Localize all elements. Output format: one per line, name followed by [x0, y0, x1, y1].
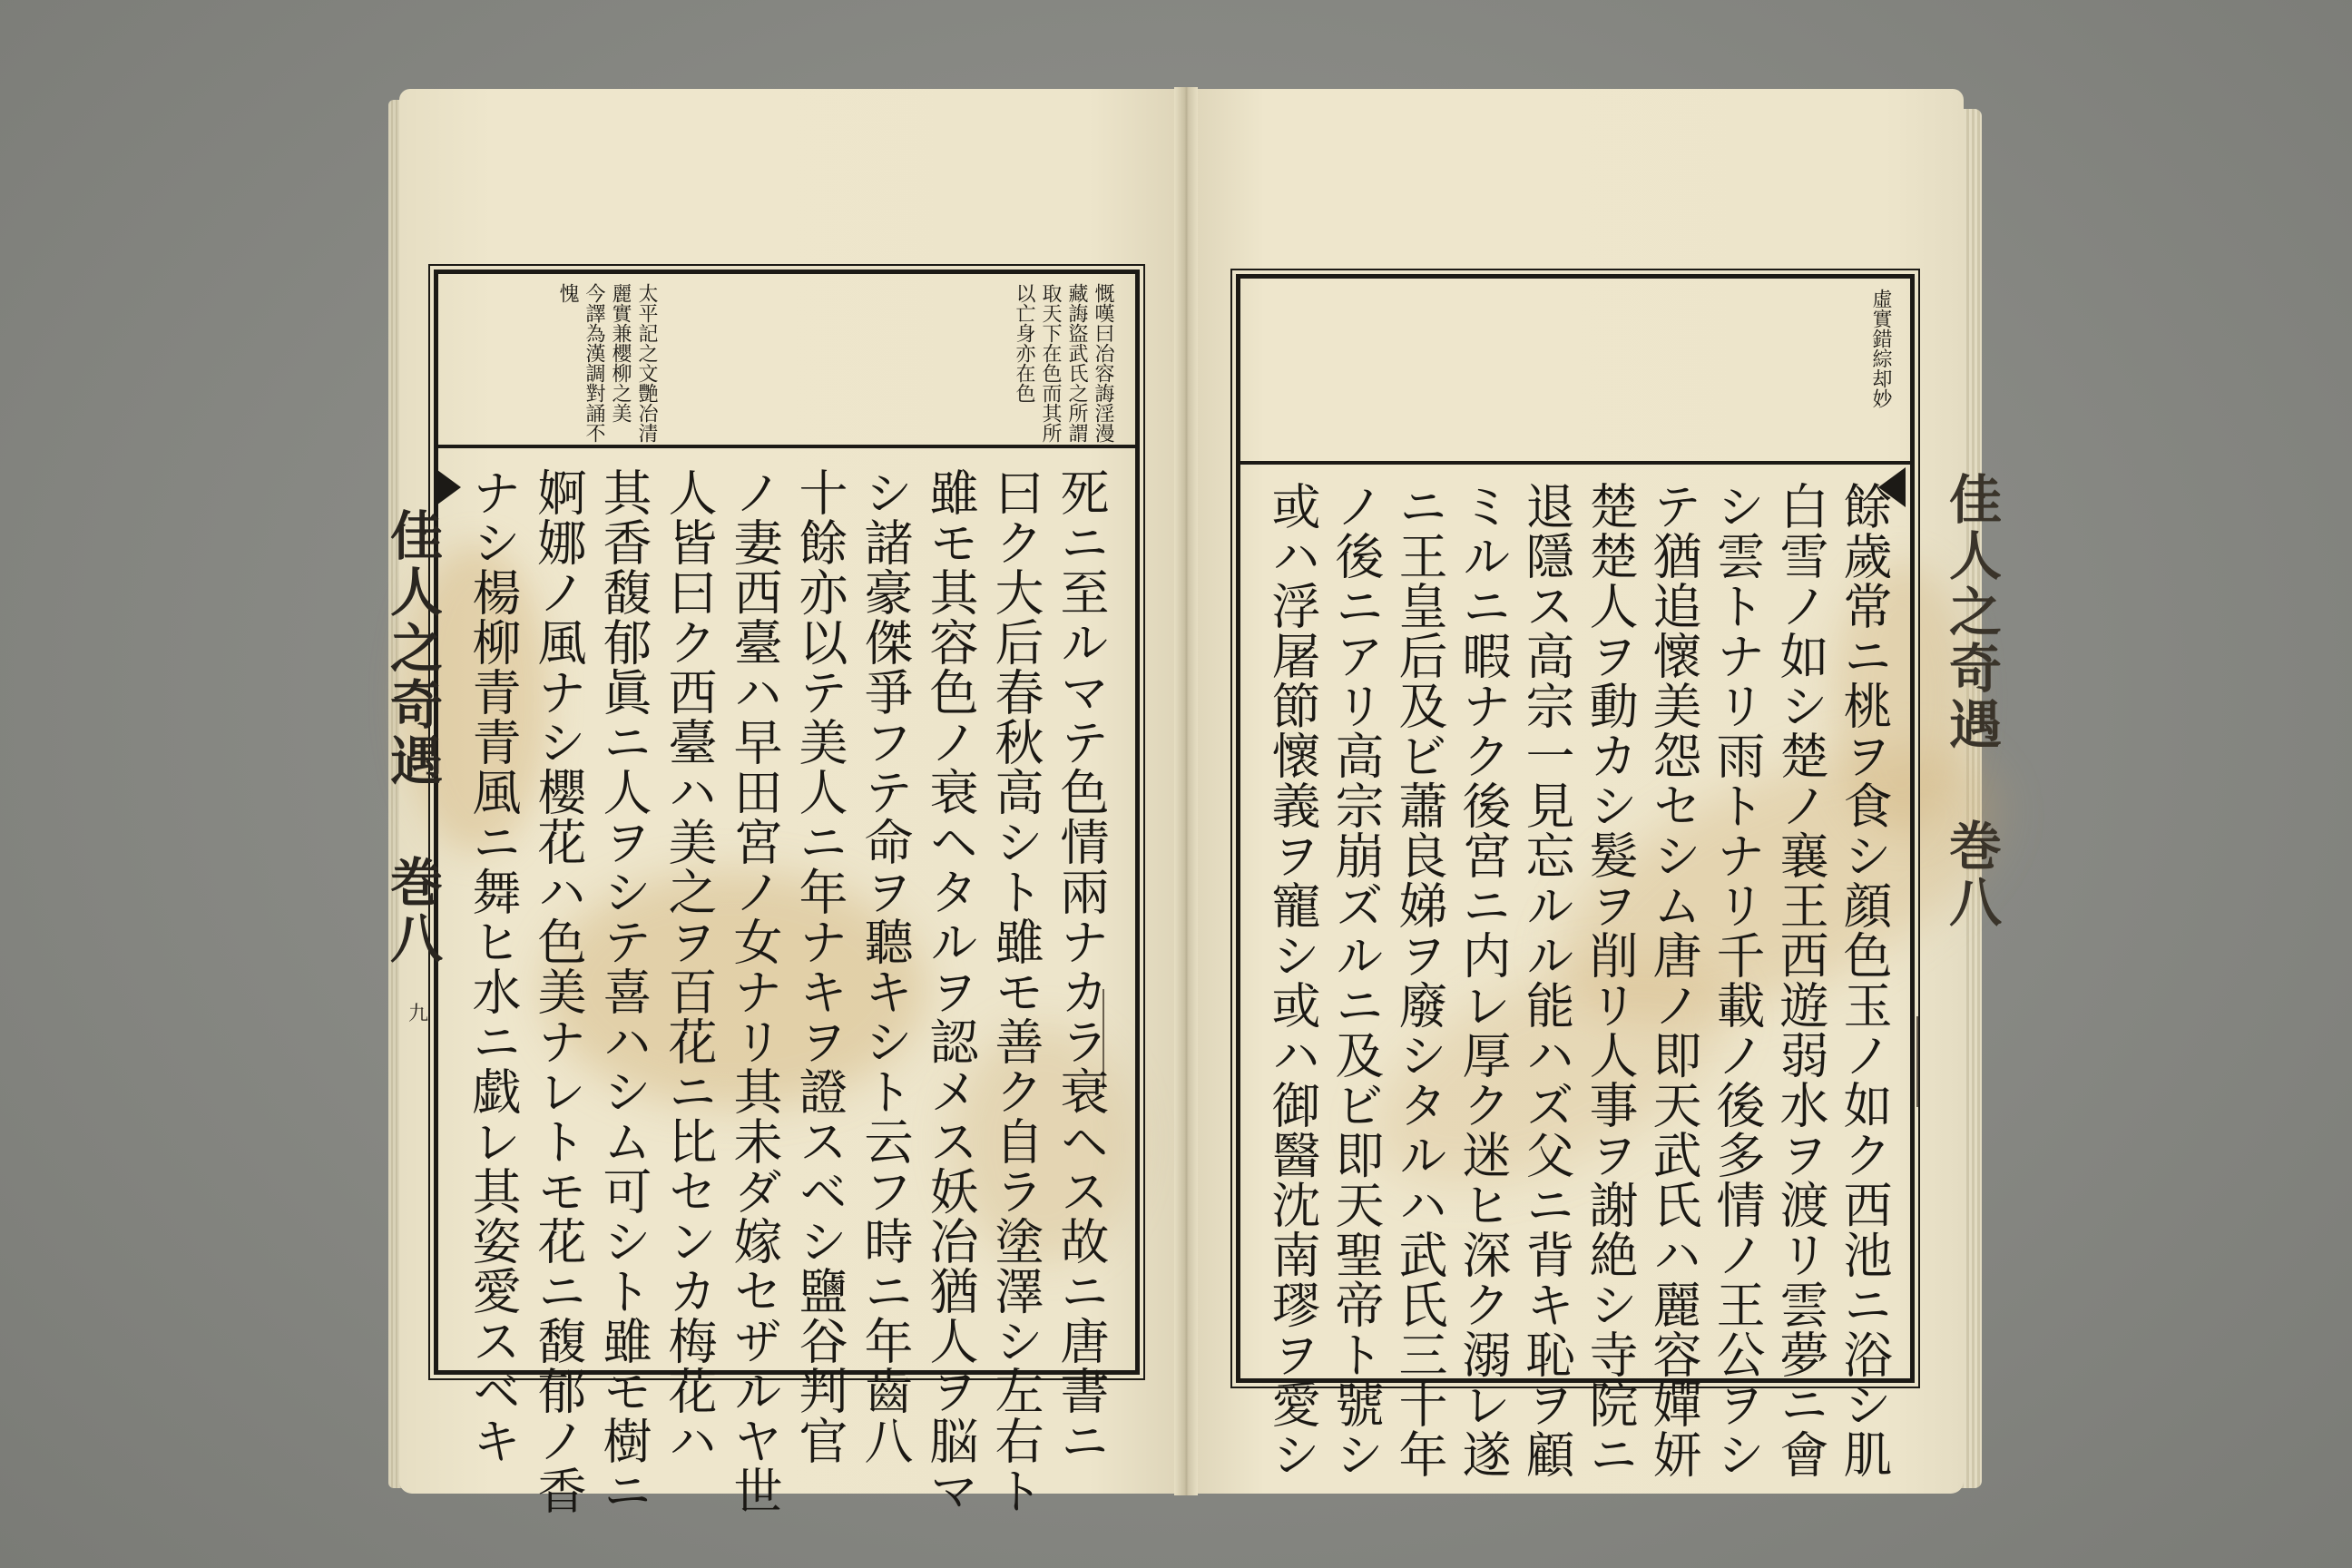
left-margin-title: 佳人之奇遇 巻八	[381, 508, 443, 967]
headnote-column: 愧	[556, 283, 579, 303]
headnote-column: 取天下在色而其所	[1039, 283, 1062, 443]
text-column: テ猶追懷美怨セシム唐ノ即天武氏ハ麗容嬋妍	[1645, 481, 1702, 1479]
text-column: 十餘亦以テ美人ニ年ナキヲ證スベシ鹽谷判官	[791, 467, 848, 1465]
text-column: シ雲トナリ雨トナリ千載ノ後多情ノ王公ヲシ	[1709, 481, 1766, 1479]
text-column: ノ妻西臺ハ早田宮ノ女ナリ其未ダ嫁セザルヤ世	[726, 467, 783, 1515]
headnote-column: 麗實兼櫻柳之美	[609, 283, 632, 423]
text-column: ミルニ暇ナク後宮ニ内レ厚ク迷ヒ深ク溺レ遂	[1455, 481, 1512, 1479]
headnote-column: 慨嘆曰冶容誨淫漫	[1092, 283, 1114, 443]
headnote-column: 今譯為漢調對誦不	[583, 283, 605, 443]
text-column: 婀娜ノ風ナシ櫻花ハ色美ナレトモ花ニ馥郁ノ香	[530, 467, 587, 1515]
book-gutter	[1174, 87, 1198, 1495]
text-column: 曰ク大后春秋高シト雖モ善ク自ラ塗澤シ左右ト	[987, 467, 1044, 1515]
headnote-column: 虛實錯綜却妙	[1869, 289, 1892, 408]
right-side-rule	[1916, 1016, 1918, 1107]
text-column: 或ハ浮屠節懷義ヲ寵シ或ハ御醫沈南璆ヲ愛シ	[1264, 481, 1321, 1479]
text-column: シ諸豪傑爭フテ命ヲ聽キシト云フ時ニ年齒八	[857, 467, 914, 1465]
text-column: ナシ楊柳青青風ニ舞ヒ水ニ戯レ其姿愛スベキ	[465, 467, 522, 1465]
text-column: 退隱ス高宗一見忘ルル能ハズ父ニ背キ恥ヲ顧	[1518, 481, 1575, 1479]
text-column: 死ニ至ルマテ色情兩ナカラ衰ヘス故ニ唐書ニ	[1053, 467, 1110, 1465]
left-margin-tab	[434, 467, 461, 507]
text-column: 白雪ノ如シ楚ノ襄王西遊弱水ヲ渡リ雲夢ニ會	[1772, 481, 1829, 1479]
text-column: ノ後ニアリ高宗崩ズルニ及ビ即天聖帝ト號シ	[1328, 481, 1385, 1479]
right-margin-title: 佳人之奇遇 巻八	[1940, 472, 2002, 931]
headnote-column: 藏誨盜武氏之所謂	[1065, 283, 1088, 443]
text-column: 雖モ其容色ノ衰ヘタルヲ認メス妖冶猶人ヲ脳マ	[922, 467, 979, 1515]
text-column: 其香馥郁眞ニ人ヲシテ喜ハシム可シト雖モ樹ニ	[595, 467, 652, 1515]
right-headnote-rule	[1236, 461, 1915, 465]
text-column: 人皆曰ク西臺ハ美之ヲ百花ニ比センカ梅花ハ	[661, 467, 718, 1465]
left-headnote-rule	[434, 445, 1140, 448]
text-column: ニ王皇后及ビ蕭良娣ヲ廢シタルハ武氏三十年	[1391, 481, 1448, 1479]
text-column: 楚楚人ヲ動カシ髮ヲ削リ人事ヲ謝絶シ寺院ニ	[1582, 481, 1639, 1479]
text-column: 餘歲常ニ桃ヲ食シ顔色玉ノ如ク西池ニ浴シ肌	[1836, 481, 1893, 1479]
folio-number: 九	[408, 1003, 429, 1025]
headnote-column: 太平記之文艷冶清	[635, 283, 658, 443]
headnote-column: 以亡身亦在色	[1013, 283, 1035, 403]
